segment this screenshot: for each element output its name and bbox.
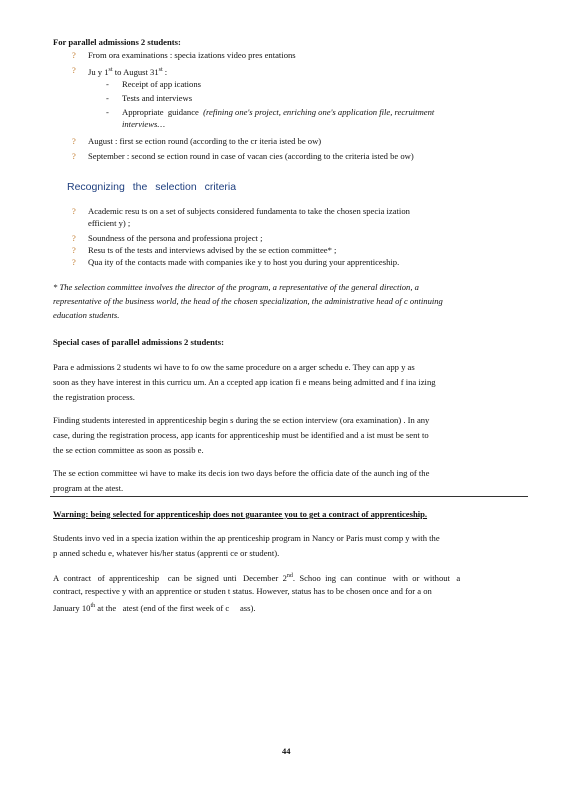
sub-list-item: Receipt of app ications — [122, 79, 201, 89]
horizontal-rule — [50, 496, 528, 497]
paragraph-line: program at the atest. — [53, 483, 124, 493]
paragraph-line: The se ection committee wi have to make its decis ion two days before the officia date of the aunch ing of the — [53, 468, 430, 478]
sub-list-item: Tests and interviews — [122, 93, 193, 103]
page-number: 44 — [282, 746, 291, 756]
section-title-parallel-admissions: For parallel admissions 2 students: — [53, 37, 181, 47]
paragraph-line: soon as they have interest in this curricu um. An a ccepted app ication fi e means being admitted and f ina izing — [53, 377, 436, 387]
dash-bullet: - — [106, 79, 109, 89]
bullet-icon: ? — [72, 233, 76, 243]
dash-bullet: - — [106, 107, 109, 117]
list-item: August : first se ection round (according to the cr iteria isted be ow) — [88, 136, 322, 146]
paragraph-line: contract, respective y with an apprentice or studen t status. However, status has to be chosen once and for a on — [53, 586, 432, 596]
paragraph-line: Finding students interested in apprenticeship begin s during the se ection interview (ora examination) . In any — [53, 415, 430, 425]
bullet-icon: ? — [72, 65, 76, 75]
list-item: Resu ts of the tests and interviews advised by the se ection committee* ; — [88, 245, 337, 255]
bullet-icon: ? — [72, 50, 76, 60]
dash-bullet: - — [106, 93, 109, 103]
paragraph-line: January 10th at the atest (end of the first week of c ass). — [53, 602, 256, 613]
paragraph-line: Para e admissions 2 students wi have to fo ow the same procedure on a arger schedu e. They can app y as — [53, 362, 415, 372]
list-item: From ora examinations : specia izations video pres entations — [88, 50, 296, 60]
bullet-icon: ? — [72, 151, 76, 161]
bullet-icon: ? — [72, 136, 76, 146]
list-item: September : second se ection round in case of vacan cies (according to the criteria isted be ow) — [88, 151, 414, 161]
bullet-icon: ? — [72, 257, 76, 267]
sub-list-item-continued: interviews… — [122, 119, 165, 129]
list-item-continued: efficient y) ; — [88, 218, 131, 228]
warning-title: Warning: being selected for apprenticeship does not guarantee you to get a contract of apprenticeship. — [53, 509, 428, 519]
bullet-icon: ? — [72, 206, 76, 216]
sub-list-item: Appropriate guidance (refining one's project, enriching one's application file, recruitment — [122, 107, 435, 117]
paragraph-line: case, during the registration process, app icants for apprenticeship must be identified and a ist must be sent to — [53, 430, 429, 440]
list-item: Ju y 1st to August 31st : — [88, 66, 168, 77]
footnote-line: education students. — [53, 310, 120, 320]
paragraph-line: p anned schedu e, whatever his/her status (apprenti ce or student). — [53, 548, 280, 558]
footnote-line: representative of the business world, the head of the chosen specialization, the administrative head of c ontinuing — [53, 296, 443, 306]
list-item: Qua ity of the contacts made with companies ike y to host you during your apprenticeship. — [88, 257, 400, 267]
paragraph-line: Students invo ved in a specia ization within the ap prenticeship program in Nancy or Paris must comp y with the — [53, 533, 440, 543]
paragraph-line: A contract of apprenticeship can be signed unti December 2nd. Schoo ing can continue with or without a — [53, 572, 461, 583]
paragraph-line: the registration process. — [53, 392, 135, 402]
paragraph-line: the se ection committee as soon as possib e. — [53, 445, 204, 455]
section-title-special-cases: Special cases of parallel admissions 2 students: — [53, 337, 224, 347]
list-item: Soundness of the persona and professiona project ; — [88, 233, 263, 243]
footnote-line: * The selection committee involves the director of the program, a representative of the general direction, a — [53, 282, 419, 292]
section-heading-selection-criteria: Recognizing the selection criteria — [67, 181, 237, 193]
list-item: Academic resu ts on a set of subjects considered fundamenta to take the chosen specia ization — [88, 206, 410, 216]
bullet-icon: ? — [72, 245, 76, 255]
